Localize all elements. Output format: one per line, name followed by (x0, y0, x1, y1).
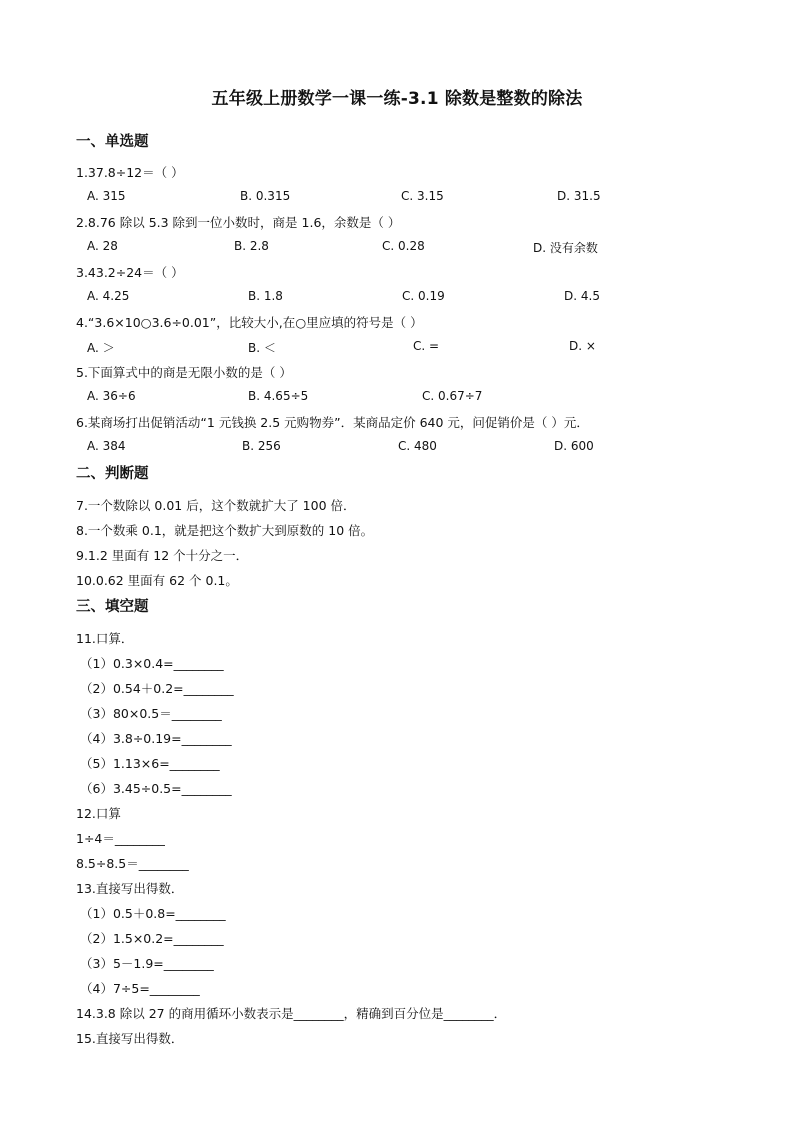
q5-option-b: B. 4.65÷5 (248, 389, 309, 403)
q1-option-b: B. 0.315 (240, 189, 291, 203)
section-heading-single-choice: 一、单选题 (76, 134, 149, 150)
question-10: 10.0.62 里面有 62 个 0.1。 (76, 573, 238, 588)
q11-item-5: （5）1.13×6=________ (80, 756, 220, 771)
question-11: 11.口算． (76, 631, 134, 646)
section-heading-fill-blank: 三、填空题 (76, 599, 149, 615)
q11-item-4: （4）3.8÷0.19=________ (80, 731, 232, 746)
q12-item-1: 1÷4＝________ (76, 831, 165, 846)
q1-option-a: A. 315 (87, 189, 126, 203)
q3-option-c: C. 0.19 (402, 289, 445, 303)
q2-option-a: A. 28 (87, 239, 118, 253)
q13-item-4: （4）7÷5=________ (80, 981, 200, 996)
question-5: 5.下面算式中的商是无限小数的是（ ） (76, 365, 292, 380)
q4-option-d: D. × (569, 339, 596, 353)
question-1: 1.37.8÷12＝（ ） (76, 165, 184, 180)
question-13: 13.直接写出得数． (76, 881, 184, 896)
q4-option-b: B. ＜ (248, 341, 276, 355)
q13-item-2: （2）1.5×0.2=________ (80, 931, 224, 946)
q1-option-c: C. 3.15 (401, 189, 444, 203)
q6-option-b: B. 256 (242, 439, 281, 453)
q12-item-2: 8.5÷8.5＝________ (76, 856, 189, 871)
page-title: 五年级上册数学一课一练-3.1 除数是整数的除法 (211, 89, 583, 109)
q11-item-6: （6）3.45÷0.5=________ (80, 781, 232, 796)
question-12: 12.口算 (76, 806, 121, 821)
question-8: 8.一个数乘 0.1，就是把这个数扩大到原数的 10 倍。 (76, 523, 374, 538)
question-4: 4.“3.6×10○3.6÷0.01”，比较大小,在○里应填的符号是（ ） (76, 315, 423, 330)
q3-option-d: D. 4.5 (564, 289, 600, 303)
q2-option-d: D. 没有余数 (533, 241, 598, 255)
q6-option-c: C. 480 (398, 439, 437, 453)
question-14: 14.3.8 除以 27 的商用循环小数表示是________，精确到百分位是________． (76, 1006, 507, 1021)
question-6: 6.某商场打出促销活动“1 元钱换 2.5 元购物券”．某商品定价 640 元，问促销价是（ ）元． (76, 415, 589, 430)
question-3: 3.43.2÷24＝（ ） (76, 265, 184, 280)
q11-item-1: （1）0.3×0.4=________ (80, 656, 224, 671)
section-heading-true-false: 二、判断题 (76, 466, 149, 482)
q1-option-d: D. 31.5 (557, 189, 601, 203)
q2-option-b: B. 2.8 (234, 239, 269, 253)
q6-option-a: A. 384 (87, 439, 126, 453)
q6-option-d: D. 600 (554, 439, 594, 453)
question-15: 15.直接写出得数． (76, 1031, 184, 1046)
q5-option-a: A. 36÷6 (87, 389, 136, 403)
q3-option-b: B. 1.8 (248, 289, 283, 303)
q4-option-a: A. ＞ (87, 341, 115, 355)
question-9: 9.1.2 里面有 12 个十分之一． (76, 548, 249, 563)
q3-option-a: A. 4.25 (87, 289, 130, 303)
q11-item-3: （3）80×0.5＝________ (80, 706, 222, 721)
q5-option-c: C. 0.67÷7 (422, 389, 483, 403)
q11-item-2: （2）0.54＋0.2=________ (80, 681, 234, 696)
question-7: 7.一个数除以 0.01 后，这个数就扩大了 100 倍． (76, 498, 356, 513)
q2-option-c: C. 0.28 (382, 239, 425, 253)
question-2: 2.8.76 除以 5.3 除到一位小数时，商是 1.6，余数是（ ） (76, 215, 401, 230)
q13-item-3: （3）5－1.9=________ (80, 956, 214, 971)
q4-option-c: C. = (413, 339, 440, 353)
q13-item-1: （1）0.5＋0.8=________ (80, 906, 226, 921)
